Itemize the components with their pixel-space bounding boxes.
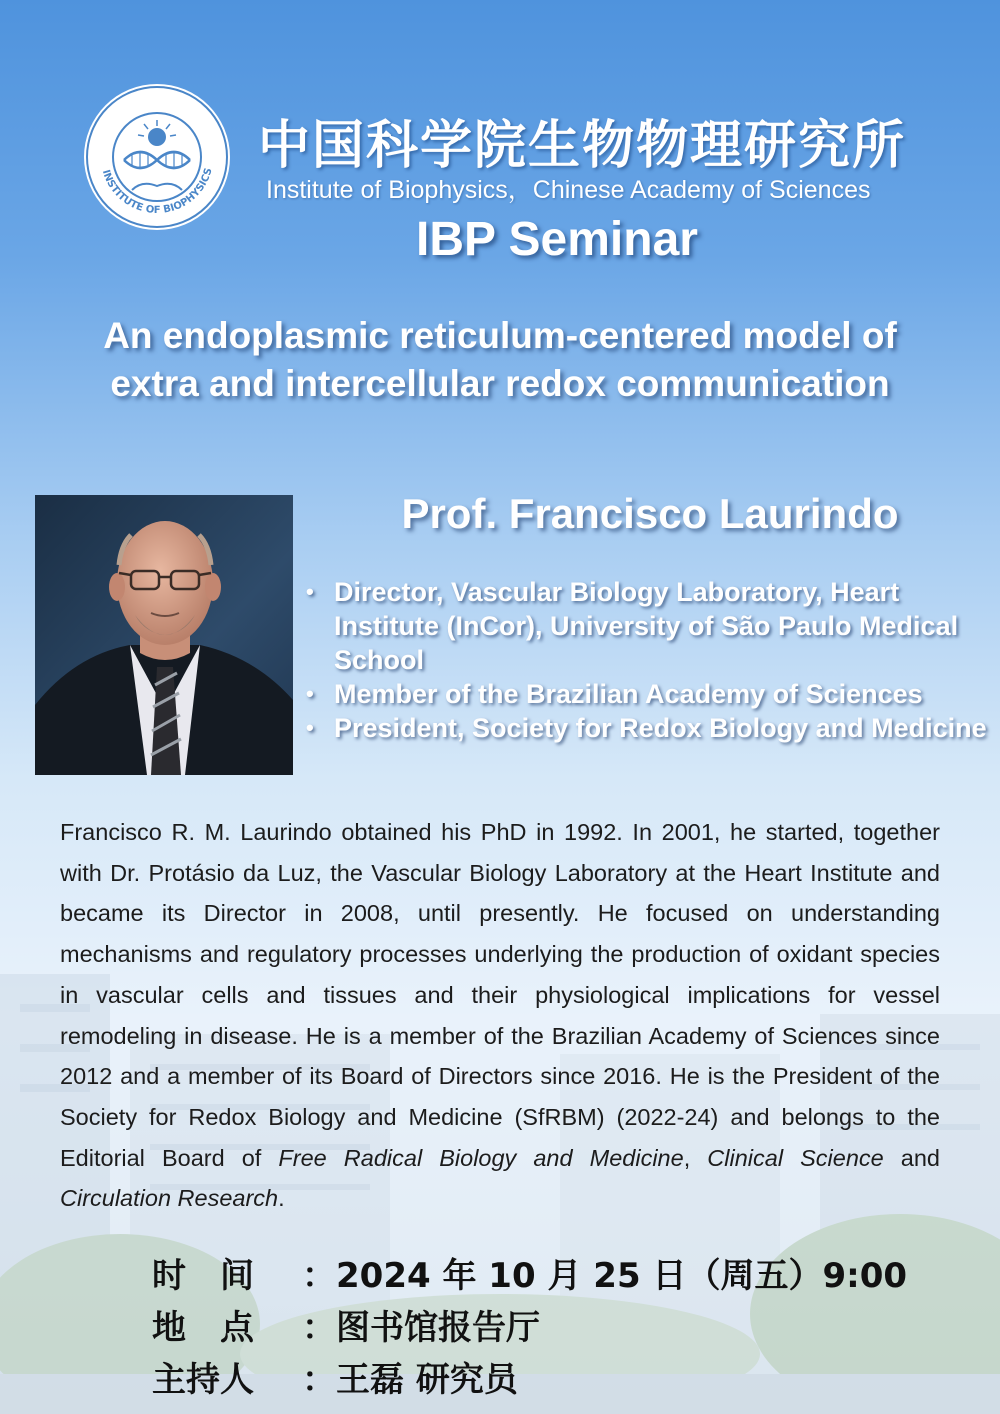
- talk-title-line-2: extra and intercellular redox communication: [110, 363, 890, 404]
- label-colon: ：: [302, 1308, 336, 1348]
- bio-separator: ,: [683, 1144, 708, 1171]
- time-label: 时 间: [152, 1256, 254, 1296]
- host-label: 主持人: [152, 1360, 254, 1400]
- event-host-row: [152, 1354, 932, 1406]
- bio-end: .: [278, 1185, 285, 1212]
- place-value: 图书馆报告厅: [336, 1308, 540, 1348]
- ibp-seal-logo: [82, 82, 232, 232]
- talk-title: [40, 312, 960, 408]
- speaker-name: Prof. Francisco Laurindo: [401, 490, 899, 537]
- place-label: 地 点: [152, 1308, 254, 1348]
- journal-name: Circulation Research: [60, 1185, 279, 1212]
- institute-name-english: Institute of Biophysics，Chinese Academy of Sciences: [266, 176, 871, 204]
- speaker-biography: [60, 812, 940, 1219]
- seminar-heading: IBP Seminar: [416, 213, 698, 266]
- bio-separator: and: [883, 1144, 940, 1171]
- svg-text:INSTITUTE OF BIOPHYSICS: INSTITUTE OF BIOPHYSICS: [99, 166, 215, 217]
- speaker-roles-list: [306, 575, 996, 745]
- time-value: 2024 年 10 月 25 日（周五）9:00: [336, 1256, 908, 1296]
- institute-name-chinese: 中国科学院生物物理研究所: [258, 115, 907, 176]
- bio-text: Francisco R. M. Laurindo obtained his PhD in 1992. In 2001, he started, together with Dr. Protásio da Luz, the Vascular Biology Laboratory at the Heart Institute and became its Director in 2008, until presently. He focused on understanding mechanisms and regulatory processes underlying the production of oxidant species in vascular cells and tissues and their physiological implications for vessel remodeling in disease. He is a member of the Brazilian Academy of Sciences since 2012 and a member of its Board of Directors since 2016. He is the President of the Society for Redox Biology and Medicine (SfRBM) (2022-24) and belongs to the Editorial Board of: [60, 819, 940, 1171]
- speaker-portrait: [35, 495, 293, 775]
- speaker-role-item: • Director, Vascular Biology Laboratory, Heart Institute (InCor), University of São Paulo Medical School: [306, 575, 996, 677]
- speaker-role-item: • President, Society for Redox Biology and Medicine: [306, 711, 996, 745]
- event-info: [152, 1250, 932, 1406]
- journal-name: Clinical Science: [707, 1144, 884, 1171]
- event-time-row: [152, 1250, 932, 1302]
- event-place-row: [152, 1302, 932, 1354]
- speaker-role-item: • Member of the Brazilian Academy of Sciences: [306, 677, 996, 711]
- talk-title-line-1: An endoplasmic reticulum-centered model of: [103, 315, 897, 356]
- journal-name: Free Radical Biology and Medicine: [278, 1144, 684, 1171]
- label-colon: ：: [302, 1360, 336, 1400]
- host-value: 王磊 研究员: [336, 1360, 518, 1400]
- label-colon: ：: [302, 1256, 336, 1296]
